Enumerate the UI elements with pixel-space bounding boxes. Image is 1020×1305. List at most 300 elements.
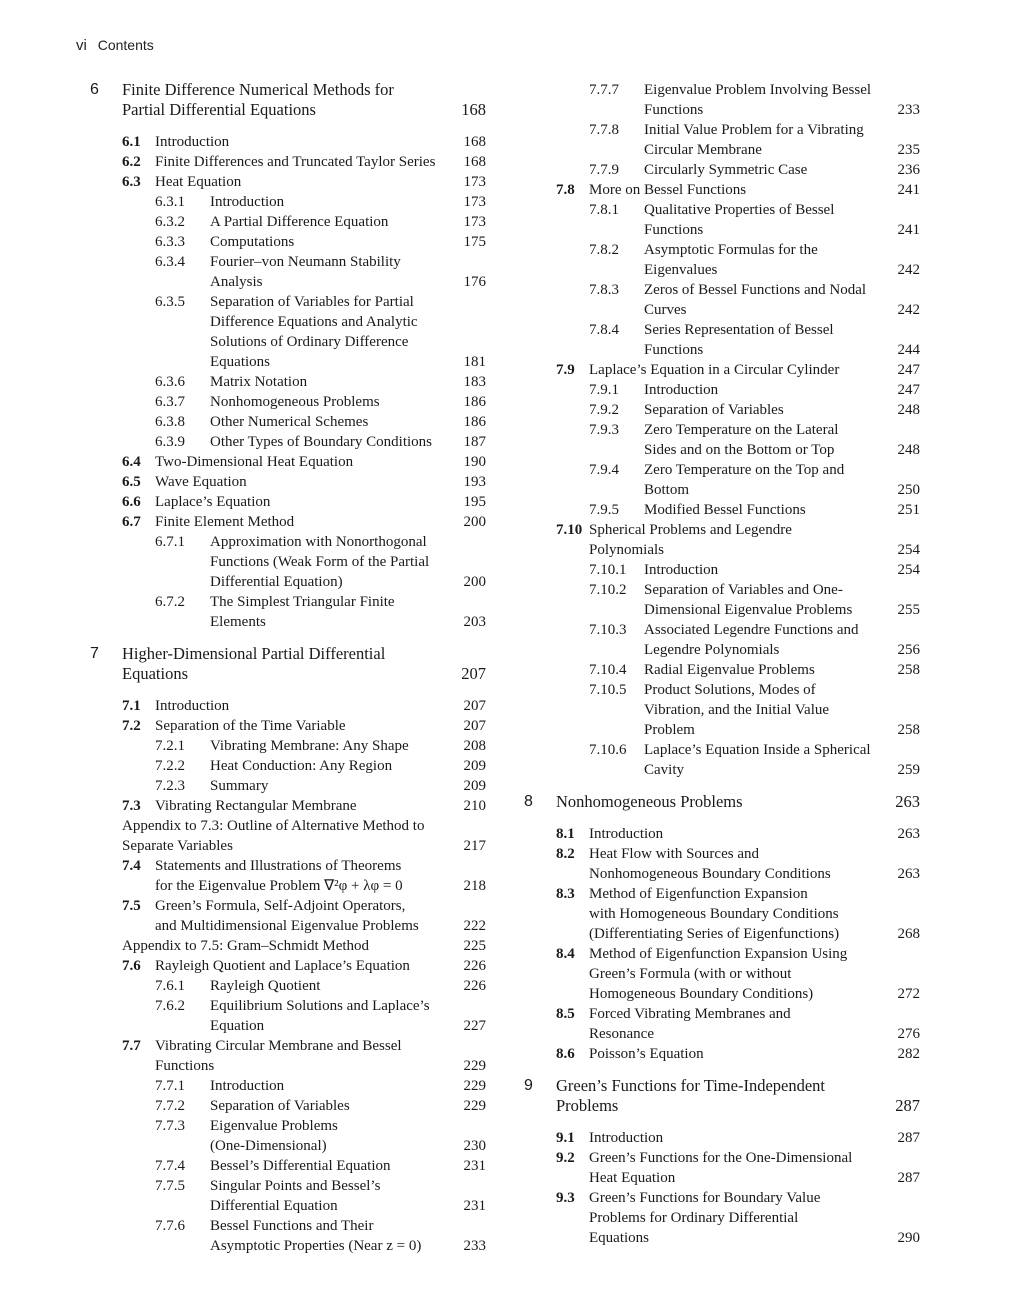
page-ref: 263 bbox=[895, 792, 920, 811]
entry-number: 6.3.2 bbox=[155, 214, 185, 230]
entry-number: 7.10 bbox=[556, 522, 583, 538]
title-line: Solutions of Ordinary Difference bbox=[210, 334, 409, 350]
title-line: Vibrating Membrane: Any Shape bbox=[210, 738, 409, 754]
title-line: Equation bbox=[210, 1018, 265, 1034]
page-ref: 235 bbox=[897, 142, 920, 158]
title-line: Separation of Variables for Partial bbox=[210, 294, 414, 310]
page-ref: 258 bbox=[897, 722, 920, 738]
subsection-entry bbox=[524, 680, 924, 740]
title-line: Equilibrium Solutions and Laplace’s bbox=[210, 998, 430, 1014]
entry-title bbox=[210, 736, 490, 756]
subsection-entry bbox=[90, 372, 490, 392]
subsection-entry bbox=[524, 280, 924, 320]
title-line: Qualitative Properties of Bessel bbox=[644, 202, 835, 218]
title-line: Green’s Functions for the One-Dimensional bbox=[589, 1150, 853, 1166]
section-entry bbox=[524, 844, 924, 884]
section-entry bbox=[90, 472, 490, 492]
title-line: Introduction bbox=[589, 1130, 664, 1146]
page-ref: 222 bbox=[463, 918, 486, 934]
subsection-entry bbox=[90, 1096, 490, 1116]
entry-number: 8.3 bbox=[556, 886, 575, 902]
page-ref: 236 bbox=[897, 162, 920, 178]
title-line: Appendix to 7.5: Gram–Schmidt Method bbox=[122, 938, 370, 954]
page-ref: 255 bbox=[897, 602, 920, 618]
subsection-entry bbox=[90, 292, 490, 372]
subsection-entry bbox=[524, 620, 924, 660]
subsection-entry bbox=[524, 400, 924, 420]
entry-title bbox=[210, 756, 490, 776]
entry-title bbox=[589, 180, 924, 200]
page-ref: 226 bbox=[463, 978, 486, 994]
entry-title bbox=[644, 80, 924, 120]
page-ref: 187 bbox=[463, 434, 486, 450]
subsection-entry bbox=[524, 240, 924, 280]
subsection-entry bbox=[524, 580, 924, 620]
title-line: Finite Element Method bbox=[155, 514, 295, 530]
title-line: Differential Equation) bbox=[210, 574, 343, 590]
title-line: Separation of Variables and One- bbox=[644, 582, 843, 598]
subsection-entry bbox=[524, 420, 924, 460]
chapter-entry bbox=[90, 644, 490, 684]
page-ref: 290 bbox=[897, 1230, 920, 1246]
title-line: Summary bbox=[210, 778, 269, 794]
entry-number: 6.3.3 bbox=[155, 234, 185, 250]
entry-number: 6.1 bbox=[122, 134, 141, 150]
section-entry bbox=[90, 1036, 490, 1076]
title-line: Cavity bbox=[644, 762, 684, 778]
entry-number: 7.9.5 bbox=[589, 502, 619, 518]
title-line: Equations bbox=[210, 354, 270, 370]
subsection-entry bbox=[524, 740, 924, 780]
page-ref: 200 bbox=[463, 574, 486, 590]
entry-title bbox=[644, 160, 924, 180]
title-line: Eigenvalue Problem Involving Bessel bbox=[644, 82, 872, 98]
page-ref: 200 bbox=[463, 514, 486, 530]
title-line: Modified Bessel Functions bbox=[644, 502, 806, 518]
entry-title bbox=[589, 1004, 924, 1044]
subsection-entry bbox=[90, 996, 490, 1036]
entry-title bbox=[644, 460, 924, 500]
entry-number: 9.2 bbox=[556, 1150, 575, 1166]
entry-title bbox=[210, 1116, 490, 1156]
entry-number: 6.3.8 bbox=[155, 414, 185, 430]
page-ref: 173 bbox=[463, 174, 486, 190]
title-line: (One-Dimensional) bbox=[210, 1138, 327, 1154]
entry-number: 7.7.7 bbox=[589, 82, 619, 98]
page-ref: 258 bbox=[897, 662, 920, 678]
title-line: Associated Legendre Functions and bbox=[644, 622, 859, 638]
section-entry bbox=[90, 452, 490, 472]
entry-number: 6.3.5 bbox=[155, 294, 185, 310]
entry-number: 7.7.5 bbox=[155, 1178, 185, 1194]
title-line: Fourier–von Neumann Stability bbox=[210, 254, 401, 270]
entry-number: 6.3.9 bbox=[155, 434, 185, 450]
section-entry bbox=[524, 1148, 924, 1188]
entry-title bbox=[589, 844, 924, 884]
entry-title bbox=[644, 740, 924, 780]
subsection-entry bbox=[90, 212, 490, 232]
entry-number: 7.6.1 bbox=[155, 978, 185, 994]
chapter-number: 9 bbox=[524, 1077, 533, 1094]
title-line: Method of Eigenfunction Expansion bbox=[589, 886, 808, 902]
entry-title bbox=[589, 1044, 924, 1064]
title-line: Nonhomogeneous Problems bbox=[210, 394, 380, 410]
entry-title bbox=[210, 1096, 490, 1116]
entry-title bbox=[210, 212, 490, 232]
entry-title bbox=[644, 240, 924, 280]
entry-number: 6.2 bbox=[122, 154, 141, 170]
entry-title bbox=[155, 172, 490, 192]
page-ref: 193 bbox=[463, 474, 486, 490]
entry-title bbox=[210, 432, 490, 452]
title-line: Spherical Problems and Legendre bbox=[589, 522, 792, 538]
subsection-entry bbox=[90, 232, 490, 252]
entry-number: 7.8.3 bbox=[589, 282, 619, 298]
subsection-entry bbox=[524, 200, 924, 240]
entry-number: 7.7.2 bbox=[155, 1098, 185, 1114]
page-ref: 208 bbox=[463, 738, 486, 754]
appendix-entry bbox=[90, 936, 490, 956]
section-entry bbox=[90, 696, 490, 716]
entry-title bbox=[589, 884, 924, 944]
title-line: A Partial Difference Equation bbox=[210, 214, 389, 230]
page-ref: 248 bbox=[897, 402, 920, 418]
title-line: Bottom bbox=[644, 482, 690, 498]
title-line: Functions bbox=[155, 1058, 215, 1074]
entry-title bbox=[644, 200, 924, 240]
title-line: Introduction bbox=[210, 194, 285, 210]
title-line: Heat Equation bbox=[155, 174, 242, 190]
entry-title bbox=[210, 592, 490, 632]
title-line: Two-Dimensional Heat Equation bbox=[155, 454, 354, 470]
entry-title bbox=[155, 512, 490, 532]
title-line: Heat Conduction: Any Region bbox=[210, 758, 393, 774]
title-line: Nonhomogeneous Boundary Conditions bbox=[589, 866, 831, 882]
entry-number: 7.9.3 bbox=[589, 422, 619, 438]
page-ref: 247 bbox=[897, 382, 920, 398]
chapter-number: 6 bbox=[90, 81, 99, 98]
title-line: Zeros of Bessel Functions and Nodal bbox=[644, 282, 867, 298]
entry-title bbox=[644, 380, 924, 400]
entry-number: 7.7.1 bbox=[155, 1078, 185, 1094]
page-ref: 195 bbox=[463, 494, 486, 510]
entry-number: 6.6 bbox=[122, 494, 141, 510]
title-line: Homogeneous Boundary Conditions) bbox=[589, 986, 814, 1002]
title-line: Functions bbox=[644, 222, 704, 238]
section-entry bbox=[90, 896, 490, 936]
entry-title bbox=[644, 500, 924, 520]
entry-title bbox=[589, 520, 924, 560]
title-line: Partial Differential Equations bbox=[122, 100, 316, 119]
entry-number: 7.10.1 bbox=[589, 562, 627, 578]
page-ref: 168 bbox=[463, 154, 486, 170]
title-line: Polynomials bbox=[589, 542, 665, 558]
page-ref: 242 bbox=[897, 302, 920, 318]
toc-column-left bbox=[90, 80, 490, 1256]
chapter-number: 8 bbox=[524, 793, 533, 810]
entry-title bbox=[210, 1076, 490, 1096]
title-line: Separation of Variables bbox=[644, 402, 784, 418]
page-ref: 226 bbox=[463, 958, 486, 974]
page-ref: 173 bbox=[463, 214, 486, 230]
section-entry bbox=[90, 152, 490, 172]
entry-number: 6.3.4 bbox=[155, 254, 185, 270]
page-ref: 229 bbox=[463, 1058, 486, 1074]
section-entry bbox=[90, 172, 490, 192]
entry-title bbox=[644, 580, 924, 620]
subsection-entry bbox=[90, 252, 490, 292]
appendix-entry bbox=[90, 816, 490, 856]
entry-title bbox=[155, 492, 490, 512]
chapter-entry bbox=[524, 792, 924, 812]
title-line: Functions bbox=[644, 342, 704, 358]
title-line: Green’s Functions for Time-Independent bbox=[556, 1076, 826, 1095]
title-line: Zero Temperature on the Lateral bbox=[644, 422, 839, 438]
title-line: Equations bbox=[122, 664, 188, 683]
page-ref: 254 bbox=[897, 562, 920, 578]
entry-number: 7.1 bbox=[122, 698, 141, 714]
title-line: Laplace’s Equation in a Circular Cylinder bbox=[589, 362, 840, 378]
entry-title bbox=[155, 716, 490, 736]
title-line: Zero Temperature on the Top and bbox=[644, 462, 845, 478]
section-entry bbox=[524, 824, 924, 844]
title-line: Forced Vibrating Membranes and bbox=[589, 1006, 791, 1022]
title-line: Green’s Formula (with or without bbox=[589, 966, 792, 982]
entry-number: 6.7.2 bbox=[155, 594, 185, 610]
page-ref: 227 bbox=[463, 1018, 486, 1034]
subsection-entry bbox=[90, 592, 490, 632]
entry-number: 9.1 bbox=[556, 1130, 575, 1146]
title-line: Computations bbox=[210, 234, 295, 250]
chapter-entry bbox=[90, 80, 490, 120]
page-ref: 229 bbox=[463, 1078, 486, 1094]
entry-number: 7.2.2 bbox=[155, 758, 185, 774]
page-ref: 218 bbox=[463, 878, 486, 894]
title-line: Approximation with Nonorthogonal bbox=[210, 534, 427, 550]
entry-title bbox=[644, 320, 924, 360]
chapter-entry bbox=[524, 1076, 924, 1116]
subsection-entry bbox=[90, 736, 490, 756]
title-line: Initial Value Problem for a Vibrating bbox=[644, 122, 864, 138]
section-entry bbox=[90, 492, 490, 512]
title-line: Bessel’s Differential Equation bbox=[210, 1158, 391, 1174]
title-line: Green’s Functions for Boundary Value bbox=[589, 1190, 821, 1206]
title-line: Introduction bbox=[644, 562, 719, 578]
page-ref: 233 bbox=[463, 1238, 486, 1254]
title-line: Higher-Dimensional Partial Differential bbox=[122, 644, 386, 663]
section-entry bbox=[524, 1128, 924, 1148]
entry-title bbox=[589, 1188, 924, 1248]
page-ref: 217 bbox=[463, 838, 486, 854]
title-line: Dimensional Eigenvalue Problems bbox=[644, 602, 853, 618]
title-line: Problems for Ordinary Differential bbox=[589, 1210, 799, 1226]
title-line: Vibrating Rectangular Membrane bbox=[155, 798, 357, 814]
entry-title bbox=[155, 472, 490, 492]
page-ref: 186 bbox=[463, 414, 486, 430]
title-line: Green’s Formula, Self-Adjoint Operators, bbox=[155, 898, 406, 914]
title-line: Introduction bbox=[589, 826, 664, 842]
entry-title bbox=[589, 1128, 924, 1148]
entry-number: 9.3 bbox=[556, 1190, 575, 1206]
entry-title bbox=[589, 360, 924, 380]
subsection-entry bbox=[90, 192, 490, 212]
entry-number: 7.8.1 bbox=[589, 202, 619, 218]
entry-title bbox=[122, 816, 490, 856]
entry-number: 7.10.3 bbox=[589, 622, 627, 638]
page-ref: 168 bbox=[463, 134, 486, 150]
section-entry bbox=[90, 716, 490, 736]
page-ref: 233 bbox=[897, 102, 920, 118]
entry-title bbox=[644, 120, 924, 160]
title-line: Eigenvalue Problems bbox=[210, 1118, 338, 1134]
entry-number: 7.7.3 bbox=[155, 1118, 185, 1134]
title-line: and Multidimensional Eigenvalue Problems bbox=[155, 918, 419, 934]
chapter-title bbox=[122, 80, 490, 120]
entry-number: 7.7 bbox=[122, 1038, 141, 1054]
entry-number: 7.8.4 bbox=[589, 322, 619, 338]
entry-number: 6.3.6 bbox=[155, 374, 185, 390]
entry-title bbox=[644, 560, 924, 580]
section-entry bbox=[90, 132, 490, 152]
subsection-entry bbox=[90, 1216, 490, 1256]
entry-number: 6.3 bbox=[122, 174, 141, 190]
entry-title bbox=[210, 252, 490, 292]
title-line: Other Types of Boundary Conditions bbox=[210, 434, 432, 450]
entry-number: 7.5 bbox=[122, 898, 141, 914]
title-line: for the Eigenvalue Problem ∇²φ + λφ = 0 bbox=[155, 878, 403, 894]
entry-number: 8.6 bbox=[556, 1046, 575, 1062]
entry-number: 7.2.3 bbox=[155, 778, 185, 794]
subsection-entry bbox=[90, 1156, 490, 1176]
title-line: Statements and Illustrations of Theorems bbox=[155, 858, 402, 874]
page-ref: 230 bbox=[463, 1138, 486, 1154]
page-ref: 186 bbox=[463, 394, 486, 410]
page-ref: 175 bbox=[463, 234, 486, 250]
entry-number: 7.8.2 bbox=[589, 242, 619, 258]
page-ref: 272 bbox=[897, 986, 920, 1002]
page-ref: 203 bbox=[463, 614, 486, 630]
section-entry bbox=[90, 796, 490, 816]
entry-number: 7.10.2 bbox=[589, 582, 627, 598]
page-ref: 244 bbox=[897, 342, 920, 358]
entry-title bbox=[210, 1216, 490, 1256]
title-line: Introduction bbox=[155, 698, 230, 714]
entry-title bbox=[155, 152, 490, 172]
entry-title bbox=[210, 232, 490, 252]
subsection-entry bbox=[90, 1176, 490, 1216]
chapter-title bbox=[122, 644, 490, 684]
title-line: Vibrating Circular Membrane and Bessel bbox=[155, 1038, 402, 1054]
section-entry bbox=[524, 944, 924, 1004]
title-line: Rayleigh Quotient bbox=[210, 978, 321, 994]
section-entry bbox=[90, 856, 490, 896]
title-line: Heat Equation bbox=[589, 1170, 676, 1186]
title-line: Circularly Symmetric Case bbox=[644, 162, 808, 178]
page-ref: 168 bbox=[461, 100, 486, 119]
entry-number: 7.7.9 bbox=[589, 162, 619, 178]
subsection-entry bbox=[524, 380, 924, 400]
subsection-entry bbox=[90, 756, 490, 776]
entry-number: 6.3.1 bbox=[155, 194, 185, 210]
title-line: with Homogeneous Boundary Conditions bbox=[589, 906, 839, 922]
page-ref: 287 bbox=[897, 1170, 920, 1186]
entry-number: 7.10.4 bbox=[589, 662, 627, 678]
title-line: Laplace’s Equation Inside a Spherical bbox=[644, 742, 871, 758]
entry-title bbox=[210, 412, 490, 432]
entry-title bbox=[155, 1036, 490, 1076]
entry-number: 7.7.6 bbox=[155, 1218, 185, 1234]
entry-number: 8.4 bbox=[556, 946, 575, 962]
entry-number: 7.4 bbox=[122, 858, 141, 874]
page-ref: 242 bbox=[897, 262, 920, 278]
page-ref: 287 bbox=[897, 1130, 920, 1146]
entry-title bbox=[210, 996, 490, 1036]
subsection-entry bbox=[90, 1116, 490, 1156]
entry-number: 7.9 bbox=[556, 362, 575, 378]
page-ref: 282 bbox=[897, 1046, 920, 1062]
page-ref: 181 bbox=[463, 354, 486, 370]
subsection-entry bbox=[90, 412, 490, 432]
title-line: Circular Membrane bbox=[644, 142, 762, 158]
page-ref: 207 bbox=[463, 718, 486, 734]
title-line: Introduction bbox=[210, 1078, 285, 1094]
page-ref: 173 bbox=[463, 194, 486, 210]
entry-number: 7.3 bbox=[122, 798, 141, 814]
entry-title bbox=[210, 776, 490, 796]
page-ref: 263 bbox=[897, 826, 920, 842]
page-ref: 247 bbox=[897, 362, 920, 378]
title-line: Radial Eigenvalue Problems bbox=[644, 662, 815, 678]
page-ref: 276 bbox=[897, 1026, 920, 1042]
subsection-entry bbox=[524, 500, 924, 520]
subsection-entry bbox=[90, 1076, 490, 1096]
title-line: More on Bessel Functions bbox=[589, 182, 747, 198]
entry-number: 7.8 bbox=[556, 182, 575, 198]
title-line: Series Representation of Bessel bbox=[644, 322, 834, 338]
title-line: Wave Equation bbox=[155, 474, 247, 490]
entry-title bbox=[210, 1176, 490, 1216]
page-ref: 231 bbox=[463, 1158, 486, 1174]
title-line: Asymptotic Formulas for the bbox=[644, 242, 818, 258]
page-ref: 190 bbox=[463, 454, 486, 470]
subsection-entry bbox=[90, 392, 490, 412]
title-line: Poisson’s Equation bbox=[589, 1046, 704, 1062]
entry-title bbox=[644, 280, 924, 320]
page-ref: 263 bbox=[897, 866, 920, 882]
page-ref: 231 bbox=[463, 1198, 486, 1214]
entry-title bbox=[589, 944, 924, 1004]
title-line: Singular Points and Bessel’s bbox=[210, 1178, 381, 1194]
entry-title bbox=[155, 856, 490, 896]
section-entry bbox=[90, 956, 490, 976]
entry-number: 7.9.4 bbox=[589, 462, 619, 478]
title-line: (Differentiating Series of Eigenfunctions) bbox=[589, 926, 840, 942]
section-entry bbox=[524, 520, 924, 560]
title-line: Product Solutions, Modes of bbox=[644, 682, 816, 698]
title-line: Curves bbox=[644, 302, 687, 318]
entry-title bbox=[644, 400, 924, 420]
title-line: Rayleigh Quotient and Laplace’s Equation bbox=[155, 958, 410, 974]
subsection-entry bbox=[90, 432, 490, 452]
title-line: Introduction bbox=[644, 382, 719, 398]
entry-title bbox=[155, 896, 490, 936]
entry-number: 6.4 bbox=[122, 454, 141, 470]
title-line: Heat Flow with Sources and bbox=[589, 846, 759, 862]
page-ref: 250 bbox=[897, 482, 920, 498]
entry-number: 6.7.1 bbox=[155, 534, 185, 550]
toc-column-right bbox=[524, 80, 924, 1248]
entry-title bbox=[155, 796, 490, 816]
